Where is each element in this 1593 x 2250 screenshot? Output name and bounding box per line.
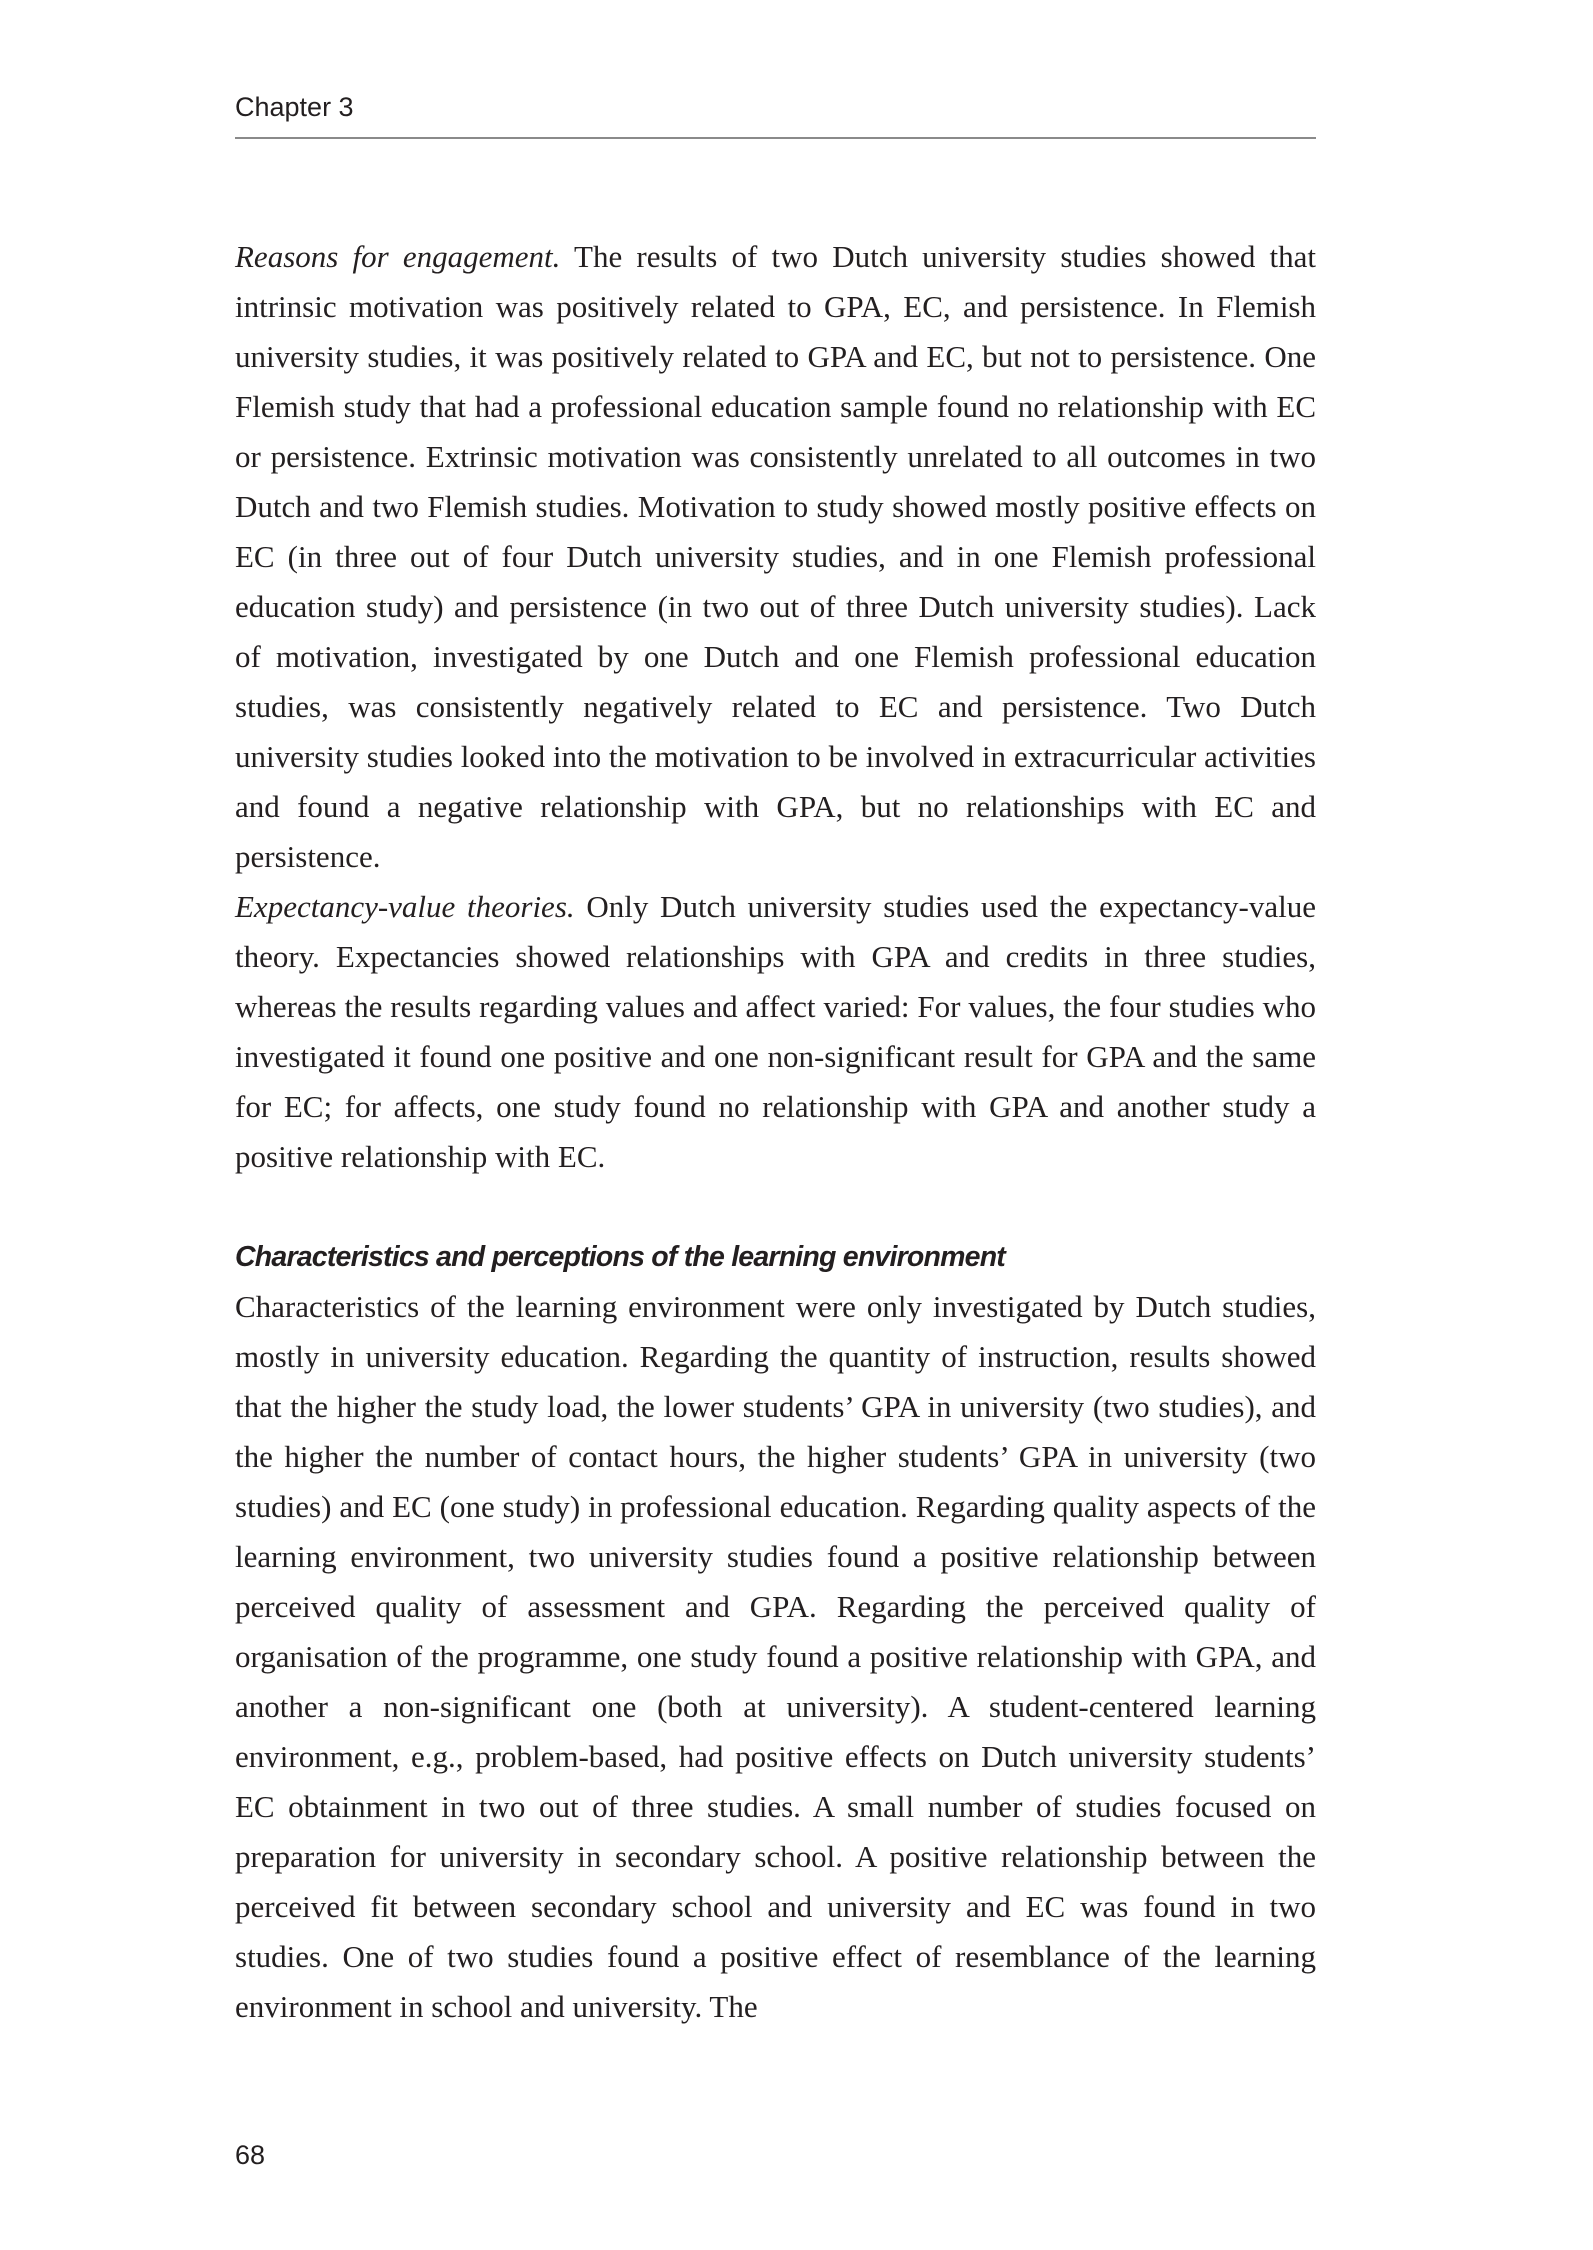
page-body (235, 232, 1316, 2032)
running-head: Chapter 3 (235, 92, 354, 122)
paragraph-text: Only Dutch university studies used the expectancy-value theory. Expectancies showed relationships with GPA and credits in three studies, whereas the results regarding values and affect varied: For values, the four studies who investigated it found one positive and one non-significant result for GPA and the same for EC; for affects, one study found no relationship with GPA and another study a positive relationship with EC. (235, 889, 1317, 1174)
run-in-heading-expectancy: Expectancy-value theories. (235, 889, 575, 924)
paragraph-learning-environment: Characteristics of the learning environment were only investigated by Dutch studies, mostly in university education. Regarding the quantity of instruction, results showed that the higher the study load, the lower students’ GPA in university (two studies), and the higher the number of contact hours, the higher students’ GPA in university (two studies) and EC (one study) in professional education. Regarding quality aspects of the learning environment, two university studies found a positive relationship between perceived quality of assessment and GPA. Regarding the perceived quality of organisation of the programme, one study found a positive relationship with GPA, and another a non-significant one (both at university). A student-centered learning environment, e.g., problem-based, had positive effects on Dutch university students’ EC obtainment in two out of three studies. A small number of studies focused on preparation for university in secondary school. A positive relationship between the perceived fit between secondary school and university and EC was found in two studies. One of two studies found a positive effect of resemblance of the learning environment in school and university. The (235, 1289, 1316, 2024)
page-number: 68 (235, 2140, 266, 2170)
section-heading: Characteristics and perceptions of the learning environment (235, 1241, 1005, 1273)
paragraph-reasons-for-engagement (235, 232, 1316, 882)
header-rule (235, 137, 1316, 139)
run-in-heading-reasons: Reasons for engagement. (235, 239, 561, 274)
paragraph-expectancy-value (235, 882, 1316, 1182)
paragraph-text: The results of two Dutch university studies showed that intrinsic motivation was positively related to GPA, EC, and persistence. In Flemish university studies, it was positively related to GPA and EC, but not to persistence. One Flemish study that had a professional education sample found no relationship with EC or persistence. Extrinsic motivation was consistently unrelated to all outcomes in two Dutch and two Flemish studies. Motivation to study showed mostly positive effects on EC (in three out of four Dutch university studies, and in one Flemish professional education study) and persistence (in two out of three Dutch university studies). Lack of motivation, investigated by one Dutch and one Flemish professional education studies, was consistently negatively related to EC and persistence. Two Dutch university studies looked into the motivation to be involved in extracurricular activities and found a negative relationship with GPA, but no relationships with EC and persistence. (235, 239, 1317, 874)
